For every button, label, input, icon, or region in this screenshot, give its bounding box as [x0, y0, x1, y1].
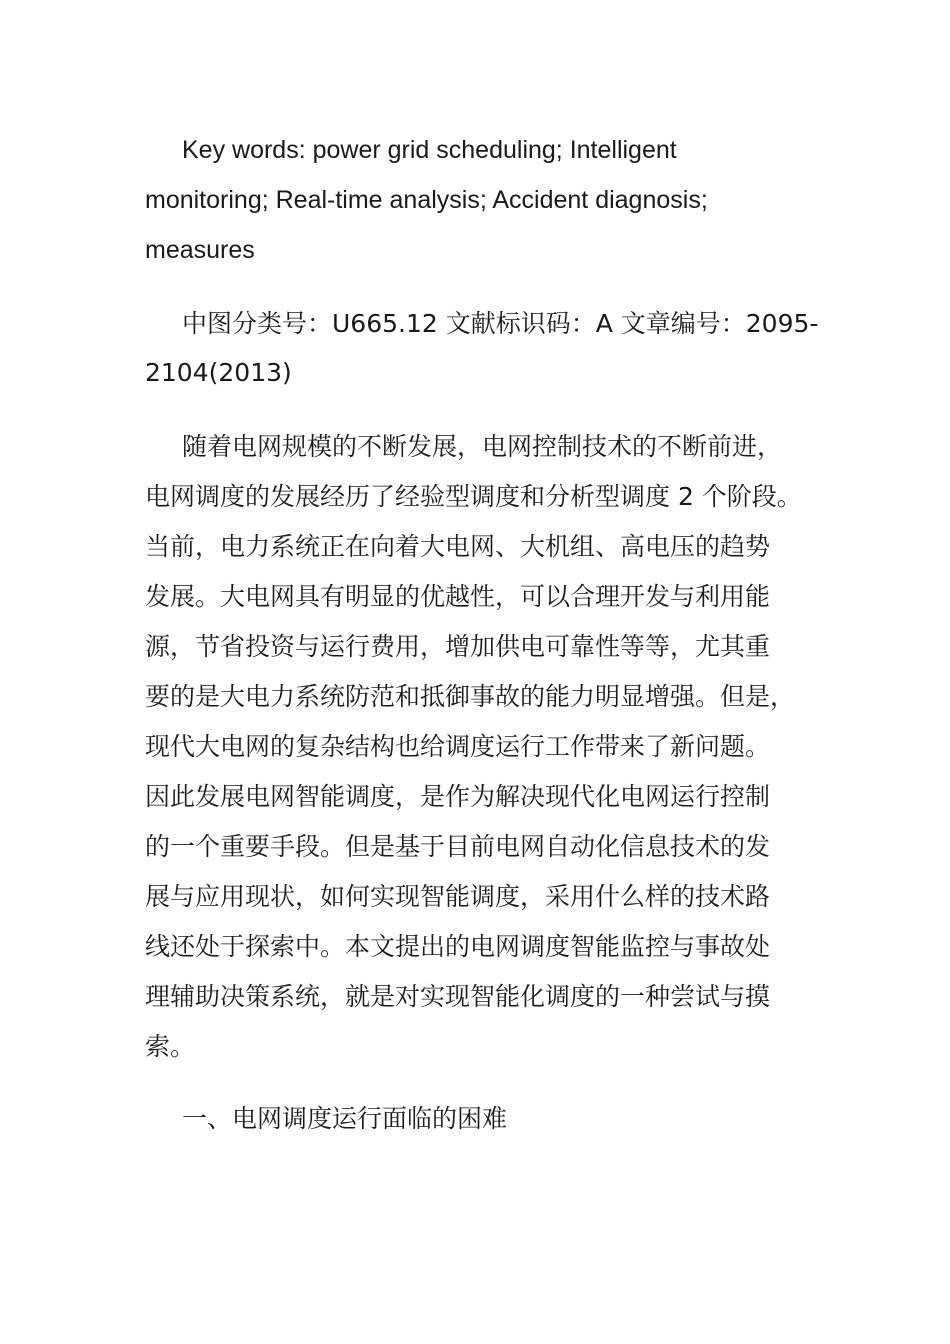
body-line: 的一个重要手段。但是基于目前电网自动化信息技术的发	[145, 832, 771, 861]
body-line: 发展。大电网具有明显的优越性，可以合理开发与利用能	[145, 582, 771, 611]
body-line: 要的是大电力系统防范和抵御事故的能力明显增强。但是，	[145, 682, 796, 711]
body-line: 线还处于探索中。本文提出的电网调度智能监控与事故处	[145, 932, 771, 961]
keywords-line: measures	[145, 236, 255, 264]
body-line: 展与应用现状，如何实现智能调度，采用什么样的技术路	[145, 882, 771, 911]
body-line: 当前，电力系统正在向着大电网、大机组、高电压的趋势	[145, 532, 771, 561]
body-line: 索。	[145, 1032, 196, 1061]
body-line: 电网调度的发展经历了经验型调度和分析型调度 2 个阶段。	[145, 482, 802, 511]
body-line: 因此发展电网智能调度，是作为解决现代化电网运行控制	[145, 782, 771, 811]
classification-line: 2104(2013)	[145, 358, 292, 387]
body-line: 随着电网规模的不断发展，电网控制技术的不断前进，	[182, 432, 783, 461]
body-line: 现代大电网的复杂结构也给调度运行工作带来了新问题。	[145, 732, 771, 761]
section-heading: 一、电网调度运行面临的困难	[182, 1104, 508, 1133]
body-line: 理辅助决策系统，就是对实现智能化调度的一种尝试与摸	[145, 982, 771, 1011]
body-line: 源，节省投资与运行费用，增加供电可靠性等等，尤其重	[145, 632, 771, 661]
keywords-line: Key words: power grid scheduling; Intelligent	[182, 136, 677, 164]
keywords-line: monitoring; Real-time analysis; Accident diagnosis;	[145, 186, 708, 214]
classification-line: 中图分类号：U665.12 文献标识码：A 文章编号：2095-	[182, 309, 819, 338]
